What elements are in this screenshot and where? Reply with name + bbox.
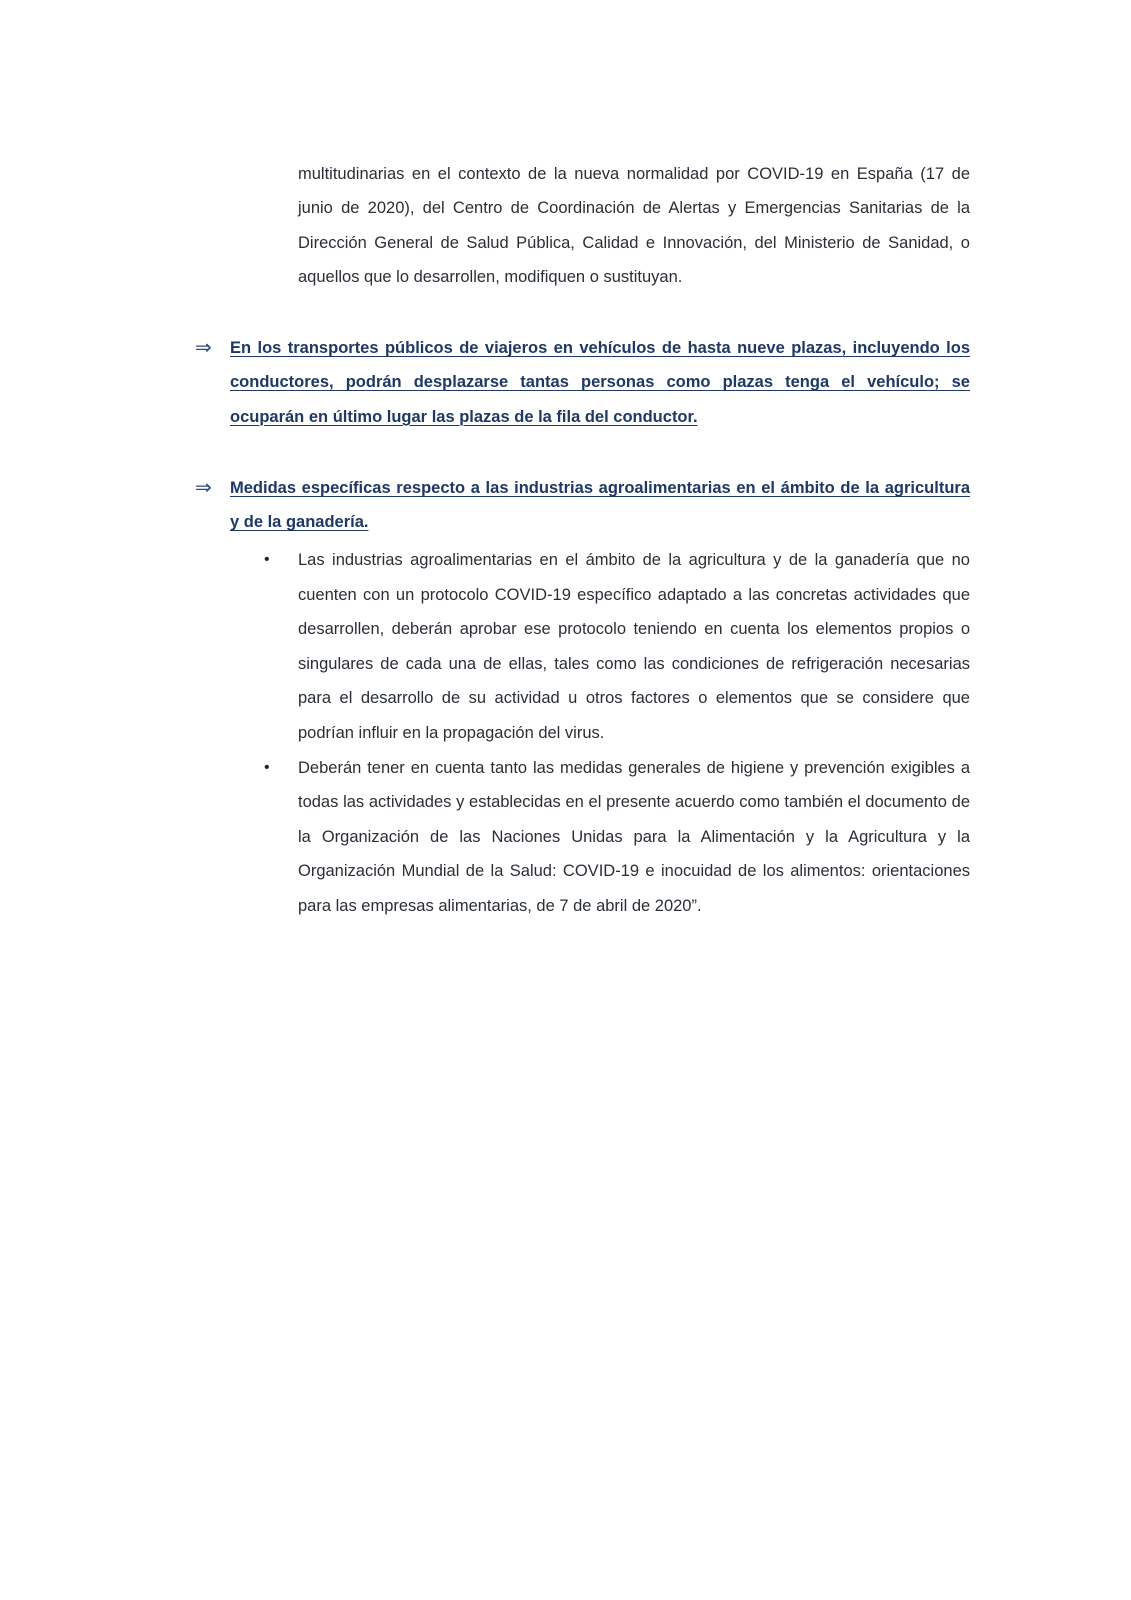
section-heading-transport: En los transportes públicos de viajeros en vehículos de hasta nueve plazas, incluyendo los conductores, podrán desplazarse tantas personas como plazas tenga el vehículo; se ocuparán en último lugar las plazas de la fila del conductor.: [230, 339, 970, 426]
bullet-icon: •: [264, 758, 270, 776]
agrifood-bullet-list: [264, 543, 970, 924]
intro-paragraph: multitudinarias en el contexto de la nueva normalidad por COVID-19 en España (17 de junio de 2020), del Centro de Coordinación de Alertas y Emergencias Sanitarias de la Dirección General de Salud Pública, Calidad e Innovación, del Ministerio de Sanidad, o aquellos que lo desarrollen, modifiquen o sustituyan.: [298, 165, 970, 286]
list-item-text: Las industrias agroalimentarias en el ámbito de la agricultura y de la ganadería que no cuenten con un protocolo COVID-19 específico adaptado a las concretas actividades que desarrollen, deberán aprobar ese protocolo teniendo en cuenta los elementos propios o singulares de cada una de ellas, tales como las condiciones de refrigeración necesarias para el desarrollo de su actividad u otros factores o elementos que se considere que podrían influir en la propagación del virus.: [298, 551, 970, 742]
list-item-text: Deberán tener en cuenta tanto las medidas generales de higiene y prevención exigibles a todas las actividades y establecidas en el presente acuerdo como también el documento de la Organización de las Naciones Unidas para la Alimentación y la Agricultura y la Organización Mundial de la Salud: COVID-19 e inocuidad de los alimentos: orientaciones para las empresas alimentarias, de 7 de abril de 2020”.: [298, 758, 970, 915]
list-item: [264, 543, 970, 751]
section-heading-agrifood: Medidas específicas respecto a las industrias agroalimentarias en el ámbito de la agricultura y de la ganadería.: [230, 479, 970, 532]
bullet-icon: •: [264, 551, 270, 568]
double-arrow-icon: ⇒: [195, 477, 212, 499]
list-item: [264, 751, 970, 924]
double-arrow-icon: ⇒: [195, 337, 212, 359]
